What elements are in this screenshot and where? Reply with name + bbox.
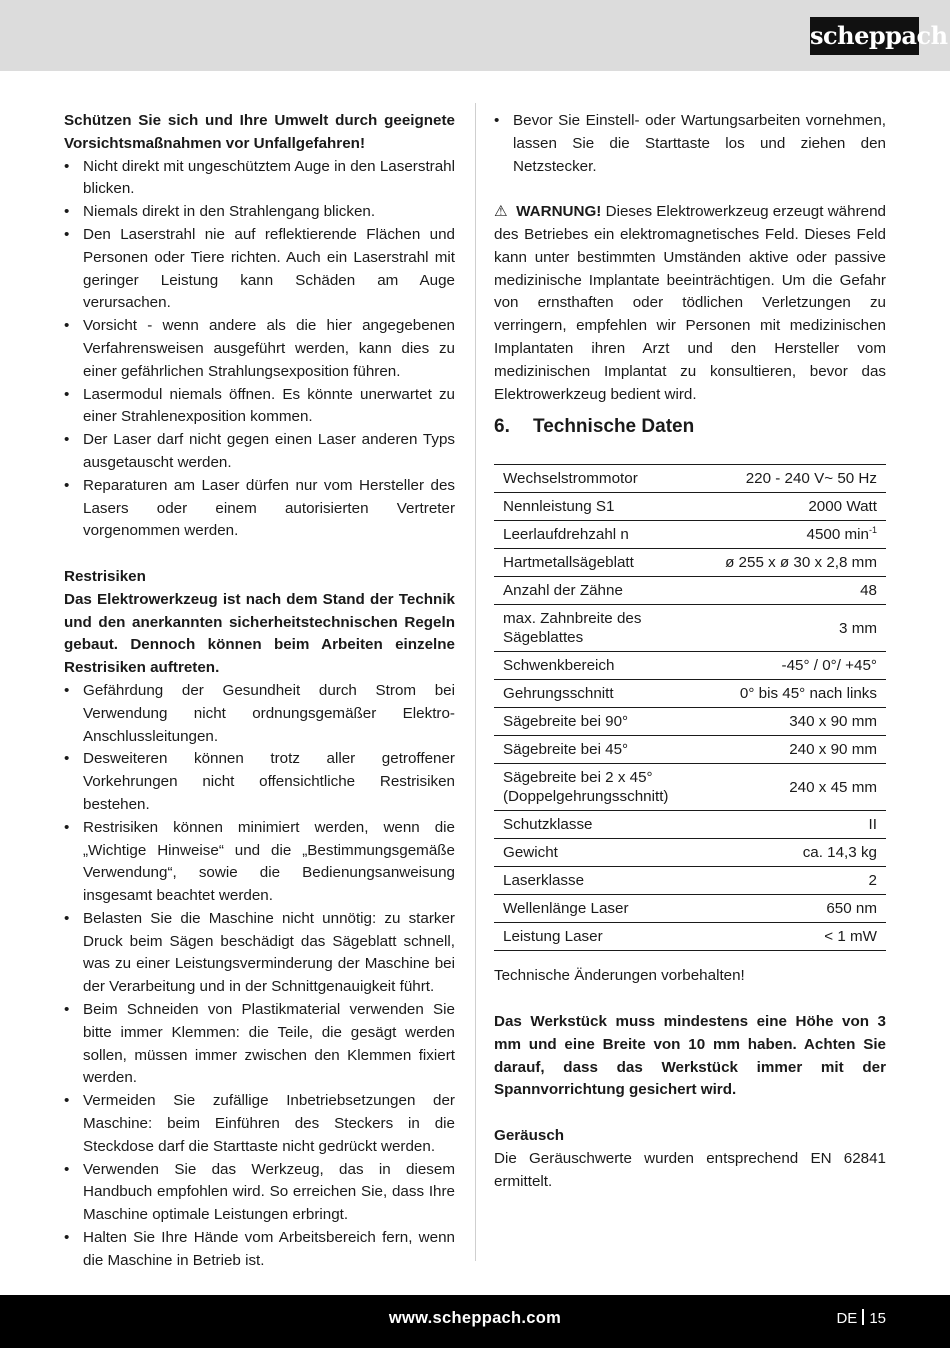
spec-value: 48 [716, 577, 886, 605]
column-divider [475, 103, 476, 1261]
bullet-icon: • [64, 1160, 70, 1178]
table-row [494, 867, 886, 895]
table-row [494, 736, 886, 764]
spec-label: Schwenkbereich [494, 652, 716, 680]
bullet-icon: • [64, 431, 70, 449]
warning-label: WARNUNG! [516, 203, 602, 221]
spec-value: ø 255 x ø 30 x 2,8 mm [716, 549, 886, 577]
maintenance-list [494, 110, 886, 178]
section-title: Technische Daten [533, 416, 695, 438]
table-row [494, 652, 886, 680]
bullet-icon: • [64, 750, 70, 768]
noise-text: Die Geräuschwerte wurden entsprechend EN 62841 ermittelt. [494, 1149, 886, 1190]
spec-value: 340 x 90 mm [716, 708, 886, 736]
spec-value: II [716, 811, 886, 839]
table-row [494, 465, 886, 493]
page-indicator [836, 1295, 886, 1342]
noise-title: Geräusch [494, 1126, 565, 1144]
bullet-icon: • [64, 317, 70, 335]
bullet-icon: • [64, 681, 70, 699]
table-row [494, 764, 886, 811]
spec-label: Gehrungsschnitt [494, 680, 716, 708]
website-link[interactable]: www.scheppach.com [388, 1309, 562, 1327]
list-item: • Nicht direkt mit ungeschütztem Auge in den Laserstrahl blicken. [64, 157, 455, 198]
spec-label: max. Zahnbreite des Sägeblattes [494, 605, 716, 652]
spec-label: Hartmetallsägeblatt [494, 549, 716, 577]
spec-label: Wellenlänge Laser [494, 895, 716, 923]
technical-data-table [494, 464, 886, 951]
bullet-icon: • [64, 1001, 70, 1019]
list-item: • Gefährdung der Gesundheit durch Strom bei Verwendung nicht ordnungsgemäßer Elektro-Anschlussleitungen. [64, 681, 455, 745]
spec-value: 220 - 240 V~ 50 Hz [716, 465, 886, 493]
list-item: • Lasermodul niemals öffnen. Es könnte unerwartet zu einer Strahlenexposition kommen. [64, 385, 455, 426]
spec-label: Anzahl der Zähne [494, 577, 716, 605]
spec-value: 4500 $\min^{-1}$ [716, 521, 886, 549]
footer-bar [0, 1295, 950, 1348]
language-code: DE [836, 1310, 858, 1327]
spec-value: 3 mm [716, 605, 886, 652]
table-row [494, 895, 886, 923]
spec-value: 0° bis 45° nach links [716, 680, 886, 708]
table-row [494, 549, 886, 577]
spec-label: Schutzklasse [494, 811, 716, 839]
list-item: • Bevor Sie Einstell- oder Wartungsarbeiten vornehmen, lassen Sie die Starttaste los und ziehen den Netzstecker. [494, 112, 886, 175]
list-item: • Belasten Sie die Maschine nicht unnötig: zu starker Druck beim Sägen beschädigt das Sägeblatt schnell, was zu einer Leistungsverminderung der Maschine bei der Verarbeitung und in der Schnittgenauigkeit führt. [64, 909, 455, 996]
list-item: • Vermeiden Sie zufällige Inbetriebsetzungen der Maschine: beim Einführen des Steckers in die Steckdose darf die Starttaste nicht gedrückt werden. [64, 1092, 455, 1155]
spec-label: Sägebreite bei 90° [494, 708, 716, 736]
table-row [494, 839, 886, 867]
changes-note: Technische Änderungen vorbehalten! [494, 967, 745, 985]
list-item: • Beim Schneiden von Plastikmaterial verwenden Sie bitte immer Klemmen: die Teile, die gesägt werden sollen, müssen immer zwischen den Klemmen fixiert werden. [64, 1001, 455, 1087]
section-heading [494, 414, 886, 440]
spec-value: 650 nm [716, 895, 886, 923]
table-row [494, 708, 886, 736]
list-item: • Verwenden Sie das Werkzeug, das in diesem Handbuch empfohlen wird. So erreichen Sie, dass Ihre Maschine optimale Leistungen erbringt. [64, 1160, 455, 1224]
list-item: • Restrisiken können minimiert werden, wenn die „Wichtige Hinweise“ und die „Bestimmungsgemäße Verwendung“, sowie die Bedienungsanweisung insgesamt beachtet werden. [64, 818, 455, 905]
list-item: • Niemals direkt in den Strahlengang blicken. [64, 201, 455, 224]
laser-safety-heading: Schützen Sie sich und Ihre Umwelt durch geeignete Vorsichtsmaßnahmen vor Unfallgefahren! [64, 112, 455, 152]
separator [862, 1309, 864, 1325]
list-item: • Halten Sie Ihre Hände vom Arbeitsbereich fern, wenn die Maschine in Betrieb ist. [64, 1229, 455, 1269]
table-row [494, 811, 886, 839]
spec-value: -45° / 0°/ +45° [716, 652, 886, 680]
right-column [494, 110, 886, 1193]
bullet-icon: • [64, 1092, 70, 1110]
spec-label: Nennleistung S1 [494, 493, 716, 521]
bullet-icon: • [64, 909, 70, 927]
left-column [64, 110, 455, 1273]
unit-exponent: -1 [868, 525, 877, 536]
list-item: • Desweiteren können trotz aller getroffener Vorkehrungen nicht offensichtliche Restrisiken bestehen. [64, 750, 455, 813]
spec-value: ca. 14,3 kg [716, 839, 886, 867]
spec-label: Sägebreite bei 2 x 45° (Doppelgehrungsschnitt) [494, 764, 716, 811]
warning-paragraph [494, 201, 886, 406]
warning-text: Dieses Elektrowerkzeug erzeugt während des Betriebes ein elektromagnetisches Feld. Dieses Feld kann unter bestimmten Umständen aktive oder passive medizinische Implantate beeinträchtigen. Um die Gefahr von ernsthaften oder tödlichen Verletzungen zu verringern, empfehlen wir Personen mit medizinischen Implantaten ihren Arzt und den Hersteller vom medizinischen Implantat zu konsultieren, bevor das Elektrowerkzeug bedient wird. [494, 203, 886, 403]
header-band [0, 0, 950, 71]
spec-value: 240 x 45 mm [716, 764, 886, 811]
bullet-icon: • [64, 385, 70, 403]
spec-label: Leerlaufdrehzahl n [494, 521, 716, 549]
residual-risks-list [64, 680, 455, 1273]
spec-label: Wechselstrommotor [494, 465, 716, 493]
spec-label: Laserklasse [494, 867, 716, 895]
bullet-icon: • [64, 225, 70, 243]
spec-value: 2000 Watt [716, 493, 886, 521]
table-row [494, 923, 886, 951]
laser-safety-list [64, 156, 455, 544]
warning-triangle-icon: ⚠ [494, 203, 508, 221]
table-row [494, 605, 886, 652]
table-row [494, 577, 886, 605]
table-row [494, 493, 886, 521]
spec-label: Leistung Laser [494, 923, 716, 951]
bullet-icon: • [64, 157, 70, 175]
scheppach-logo: scheppach [810, 17, 919, 55]
residual-risks-title: Restrisiken [64, 567, 146, 585]
bullet-icon: • [494, 112, 500, 129]
workpiece-note: Das Werkstück muss mindestens eine Höhe von 3 mm und eine Breite von 10 mm haben. Achten Sie darauf, dass das Werkstück immer mit der Spannvorrichtung gesichert wird. [494, 1012, 886, 1099]
section-number: 6. [494, 416, 510, 438]
table-row [494, 521, 886, 549]
bullet-icon: • [64, 476, 70, 494]
spec-value: 2 [716, 867, 886, 895]
bullet-icon: • [64, 1229, 70, 1247]
bullet-icon: • [64, 203, 70, 221]
spec-label: Gewicht [494, 839, 716, 867]
list-item: • Den Laserstrahl nie auf reflektierende Flächen und Personen oder Tiere richten. Auch ein Laserstrahl mit geringer Leistung kann Schäden am Auge verursachen. [64, 225, 455, 312]
list-item: • Der Laser darf nicht gegen einen Laser anderen Typs ausgetauscht werden. [64, 431, 455, 471]
page-number: 15 [869, 1310, 886, 1327]
spec-value: 240 x 90 mm [716, 736, 886, 764]
bullet-icon: • [64, 818, 70, 836]
spec-label: Sägebreite bei 45° [494, 736, 716, 764]
residual-risks-intro: Das Elektrowerkzeug ist nach dem Stand der Technik und den anerkannten sicherheitstechnischen Regeln gebaut. Dennoch können beim Arbeiten einzelne Restrisiken auftreten. [64, 590, 455, 677]
spec-value: < 1 mW [716, 923, 886, 951]
list-item: • Reparaturen am Laser dürfen nur vom Hersteller des Lasers oder einem autorisierten Vertreter vorgenommen werden. [64, 476, 455, 540]
table-row [494, 680, 886, 708]
list-item: • Vorsicht - wenn andere als die hier angegebenen Verfahrensweisen ausgeführt werden, kann dies zu einer gefährlichen Strahlungsexposition führen. [64, 317, 455, 380]
